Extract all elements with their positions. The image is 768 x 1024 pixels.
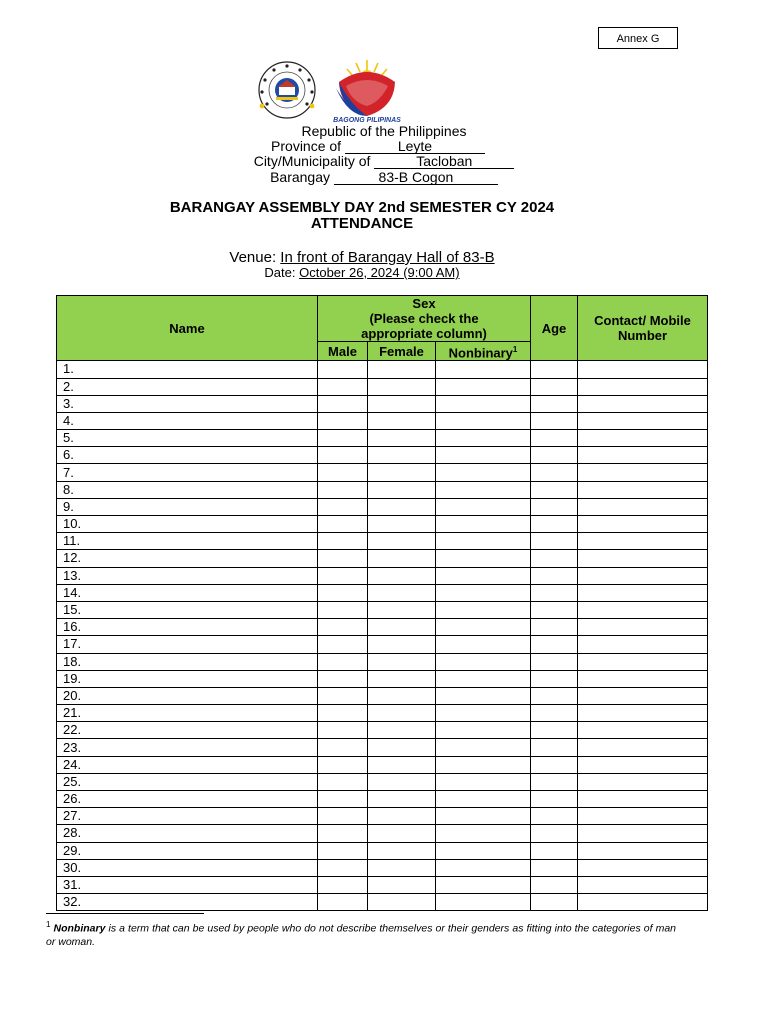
male-cell: [318, 825, 368, 842]
age-cell: [531, 670, 578, 687]
male-cell: [318, 395, 368, 412]
contact-cell: [578, 447, 708, 464]
nonbinary-cell: [436, 533, 531, 550]
table-row: [57, 859, 708, 876]
male-cell: [318, 516, 368, 533]
table-row: [57, 464, 708, 481]
footnote: [46, 918, 676, 950]
age-cell: [531, 567, 578, 584]
nonbinary-cell: [436, 601, 531, 618]
age-cell: [531, 601, 578, 618]
age-cell: [531, 378, 578, 395]
province-label: Province of: [271, 138, 342, 154]
table-row: [57, 361, 708, 378]
table-row: [57, 670, 708, 687]
contact-cell: [578, 859, 708, 876]
female-cell: [368, 636, 436, 653]
name-cell: 32.: [57, 894, 318, 911]
name-cell: 21.: [57, 705, 318, 722]
male-cell: [318, 773, 368, 790]
table-row: [57, 739, 708, 756]
age-cell: [531, 636, 578, 653]
nonbinary-cell: [436, 636, 531, 653]
age-cell: [531, 825, 578, 842]
annex-label: Annex G: [598, 27, 678, 49]
venue-label: Venue:: [229, 249, 277, 266]
nonbinary-cell: [436, 687, 531, 704]
table-row: [57, 412, 708, 429]
name-cell: 16.: [57, 619, 318, 636]
nonbinary-cell: [436, 653, 531, 670]
name-cell: 12.: [57, 550, 318, 567]
name-cell: 1.: [57, 361, 318, 378]
contact-cell: [578, 670, 708, 687]
name-cell: 18.: [57, 653, 318, 670]
female-cell: [368, 516, 436, 533]
female-cell: [368, 876, 436, 893]
contact-cell: [578, 619, 708, 636]
name-cell: 10.: [57, 516, 318, 533]
name-cell: 8.: [57, 481, 318, 498]
contact-cell: [578, 378, 708, 395]
contact-cell: [578, 464, 708, 481]
female-cell: [368, 842, 436, 859]
nonbinary-cell: [436, 773, 531, 790]
female-cell: [368, 412, 436, 429]
sex-header-line3: appropriate column): [361, 326, 487, 341]
female-cell: [368, 825, 436, 842]
nonbinary-cell: [436, 412, 531, 429]
name-cell: 2.: [57, 378, 318, 395]
male-cell: [318, 670, 368, 687]
nonbinary-cell: [436, 859, 531, 876]
name-cell: 13.: [57, 567, 318, 584]
contact-cell: [578, 739, 708, 756]
table-row: [57, 705, 708, 722]
nonbinary-cell: [436, 464, 531, 481]
footnote-marker: 1: [46, 920, 51, 929]
table-row: [57, 498, 708, 515]
table-row: [57, 653, 708, 670]
date-line: [0, 265, 724, 280]
nonbinary-cell: [436, 808, 531, 825]
column-header-name: Name: [57, 296, 318, 361]
table-row: [57, 619, 708, 636]
age-cell: [531, 498, 578, 515]
male-cell: [318, 722, 368, 739]
female-cell: [368, 567, 436, 584]
contact-cell: [578, 773, 708, 790]
male-cell: [318, 550, 368, 567]
age-cell: [531, 653, 578, 670]
contact-cell: [578, 481, 708, 498]
name-cell: 17.: [57, 636, 318, 653]
sex-header-line1: Sex: [412, 296, 436, 311]
contact-cell: [578, 395, 708, 412]
nonbinary-footnote-ref: 1: [512, 345, 518, 354]
table-row: [57, 773, 708, 790]
nonbinary-cell: [436, 584, 531, 601]
nonbinary-cell: [436, 361, 531, 378]
table-row: [57, 808, 708, 825]
document-subtitle: ATTENDANCE: [310, 215, 414, 232]
table-row: [57, 584, 708, 601]
female-cell: [368, 584, 436, 601]
male-cell: [318, 619, 368, 636]
contact-cell: [578, 533, 708, 550]
female-cell: [368, 670, 436, 687]
name-cell: 29.: [57, 842, 318, 859]
table-row: [57, 876, 708, 893]
column-header-female: Female: [368, 342, 436, 361]
female-cell: [368, 756, 436, 773]
age-cell: [531, 412, 578, 429]
nonbinary-cell: [436, 619, 531, 636]
age-cell: [531, 447, 578, 464]
age-cell: [531, 773, 578, 790]
nonbinary-cell: [436, 756, 531, 773]
contact-cell: [578, 584, 708, 601]
male-cell: [318, 533, 368, 550]
female-cell: [368, 739, 436, 756]
female-cell: [368, 687, 436, 704]
age-cell: [531, 395, 578, 412]
age-cell: [531, 516, 578, 533]
contact-cell: [578, 756, 708, 773]
nonbinary-cell: [436, 739, 531, 756]
male-cell: [318, 808, 368, 825]
name-cell: 28.: [57, 825, 318, 842]
male-cell: [318, 361, 368, 378]
male-cell: [318, 464, 368, 481]
nonbinary-cell: [436, 516, 531, 533]
female-cell: [368, 773, 436, 790]
date-label: Date:: [264, 265, 296, 280]
contact-cell: [578, 876, 708, 893]
contact-cell: [578, 550, 708, 567]
female-cell: [368, 395, 436, 412]
female-cell: [368, 481, 436, 498]
nonbinary-cell: [436, 395, 531, 412]
nonbinary-cell: [436, 894, 531, 911]
contact-cell: [578, 894, 708, 911]
province-value: Leyte: [397, 138, 433, 154]
male-cell: [318, 584, 368, 601]
table-row: [57, 722, 708, 739]
barangay-seal-logo: [254, 60, 320, 120]
nonbinary-cell: [436, 670, 531, 687]
contact-cell: [578, 361, 708, 378]
barangay-label: Barangay: [270, 169, 331, 185]
age-cell: [531, 464, 578, 481]
contact-cell: [578, 567, 708, 584]
nonbinary-cell: [436, 722, 531, 739]
male-cell: [318, 601, 368, 618]
name-cell: 22.: [57, 722, 318, 739]
venue-line: [0, 249, 724, 266]
name-cell: 15.: [57, 601, 318, 618]
age-cell: [531, 584, 578, 601]
nonbinary-cell: [436, 791, 531, 808]
age-cell: [531, 722, 578, 739]
name-cell: 11.: [57, 533, 318, 550]
nonbinary-cell: [436, 430, 531, 447]
table-row: [57, 756, 708, 773]
female-cell: [368, 653, 436, 670]
column-header-sex: [318, 296, 531, 342]
female-cell: [368, 464, 436, 481]
table-row: [57, 894, 708, 911]
nonbinary-cell: [436, 567, 531, 584]
nonbinary-cell: [436, 378, 531, 395]
barangay-value-field: [334, 170, 498, 185]
barangay-value: 83-B Cogon: [378, 169, 454, 185]
table-row: [57, 516, 708, 533]
male-cell: [318, 876, 368, 893]
age-cell: [531, 894, 578, 911]
female-cell: [368, 378, 436, 395]
contact-cell: [578, 601, 708, 618]
table-row: [57, 430, 708, 447]
nonbinary-cell: [436, 498, 531, 515]
age-cell: [531, 619, 578, 636]
attendance-table: [56, 295, 708, 911]
male-cell: [318, 859, 368, 876]
venue-value: In front of Barangay Hall of 83-B: [280, 249, 495, 266]
nonbinary-cell: [436, 550, 531, 567]
contact-cell: [578, 430, 708, 447]
age-cell: [531, 842, 578, 859]
contact-cell: [578, 825, 708, 842]
contact-cell: [578, 636, 708, 653]
name-cell: 27.: [57, 808, 318, 825]
male-cell: [318, 705, 368, 722]
age-cell: [531, 550, 578, 567]
age-cell: [531, 687, 578, 704]
name-cell: 4.: [57, 412, 318, 429]
age-cell: [531, 361, 578, 378]
male-cell: [318, 412, 368, 429]
contact-cell: [578, 412, 708, 429]
city-label: City/Municipality of: [253, 153, 371, 169]
age-cell: [531, 430, 578, 447]
male-cell: [318, 653, 368, 670]
name-cell: 26.: [57, 791, 318, 808]
male-cell: [318, 430, 368, 447]
column-header-age: Age: [531, 296, 578, 361]
female-cell: [368, 808, 436, 825]
age-cell: [531, 808, 578, 825]
name-cell: 6.: [57, 447, 318, 464]
table-row: [57, 687, 708, 704]
age-cell: [531, 859, 578, 876]
nonbinary-cell: [436, 825, 531, 842]
age-cell: [531, 533, 578, 550]
male-cell: [318, 687, 368, 704]
footnote-term: Nonbinary: [53, 922, 106, 935]
male-cell: [318, 378, 368, 395]
bp-logo-caption: BAGONG PILIPINAS: [333, 117, 401, 124]
male-cell: [318, 481, 368, 498]
footnote-text: is a term that can be used by people who do not describe themselves or their genders as fitting into the categories of man or woman.: [46, 922, 677, 948]
table-row: [57, 447, 708, 464]
name-cell: 14.: [57, 584, 318, 601]
table-row: [57, 395, 708, 412]
female-cell: [368, 550, 436, 567]
attendance-rows: [57, 361, 708, 911]
name-cell: 3.: [57, 395, 318, 412]
name-cell: 24.: [57, 756, 318, 773]
sex-header-line2: (Please check the: [369, 311, 479, 326]
column-header-contact: [578, 296, 708, 361]
bagong-pilipinas-logo: [330, 56, 404, 124]
female-cell: [368, 601, 436, 618]
city-value-field: [374, 154, 514, 169]
nonbinary-cell: [436, 481, 531, 498]
contact-cell: [578, 842, 708, 859]
female-cell: [368, 791, 436, 808]
name-cell: 23.: [57, 739, 318, 756]
female-cell: [368, 361, 436, 378]
age-cell: [531, 705, 578, 722]
city-line: [0, 153, 768, 169]
age-cell: [531, 876, 578, 893]
table-row: [57, 550, 708, 567]
male-cell: [318, 739, 368, 756]
table-row: [57, 567, 708, 584]
city-value: Tacloban: [416, 153, 473, 169]
name-cell: 31.: [57, 876, 318, 893]
name-cell: 20.: [57, 687, 318, 704]
date-value: October 26, 2024 (9:00 AM): [299, 265, 460, 280]
column-header-nonbinary: [436, 342, 531, 361]
table-row: [57, 825, 708, 842]
contact-cell: [578, 722, 708, 739]
female-cell: [368, 430, 436, 447]
column-header-male: Male: [318, 342, 368, 361]
contact-cell: [578, 808, 708, 825]
age-cell: [531, 756, 578, 773]
province-value-field: [345, 139, 485, 154]
table-row: [57, 791, 708, 808]
name-cell: 30.: [57, 859, 318, 876]
contact-cell: [578, 791, 708, 808]
female-cell: [368, 894, 436, 911]
barangay-line: [0, 169, 768, 185]
male-cell: [318, 894, 368, 911]
age-cell: [531, 791, 578, 808]
male-cell: [318, 842, 368, 859]
footnote-separator: [46, 913, 204, 914]
male-cell: [318, 636, 368, 653]
female-cell: [368, 859, 436, 876]
nonbinary-cell: [436, 876, 531, 893]
table-row: [57, 842, 708, 859]
nonbinary-cell: [436, 842, 531, 859]
female-cell: [368, 619, 436, 636]
table-row: [57, 533, 708, 550]
female-cell: [368, 447, 436, 464]
male-cell: [318, 498, 368, 515]
contact-cell: [578, 653, 708, 670]
nonbinary-cell: [436, 705, 531, 722]
name-cell: 9.: [57, 498, 318, 515]
nonbinary-cell: [436, 447, 531, 464]
name-cell: 7.: [57, 464, 318, 481]
male-cell: [318, 447, 368, 464]
table-row: [57, 481, 708, 498]
republic-line: Republic of the Philippines: [301, 123, 467, 139]
document-title: BARANGAY ASSEMBLY DAY 2nd SEMESTER CY 2024: [169, 199, 555, 216]
contact-header-line1: Contact/ Mobile: [594, 313, 691, 329]
province-line: [0, 138, 762, 154]
name-cell: 25.: [57, 773, 318, 790]
contact-cell: [578, 498, 708, 515]
contact-header-line2: Number: [617, 328, 668, 344]
female-cell: [368, 533, 436, 550]
nonbinary-label: Nonbinary: [448, 345, 513, 361]
age-cell: [531, 481, 578, 498]
table-row: [57, 378, 708, 395]
female-cell: [368, 705, 436, 722]
table-row: [57, 601, 708, 618]
male-cell: [318, 791, 368, 808]
male-cell: [318, 567, 368, 584]
contact-cell: [578, 516, 708, 533]
age-cell: [531, 739, 578, 756]
contact-cell: [578, 705, 708, 722]
name-cell: 19.: [57, 670, 318, 687]
male-cell: [318, 756, 368, 773]
name-cell: 5.: [57, 430, 318, 447]
female-cell: [368, 722, 436, 739]
female-cell: [368, 498, 436, 515]
table-row: [57, 636, 708, 653]
contact-cell: [578, 687, 708, 704]
